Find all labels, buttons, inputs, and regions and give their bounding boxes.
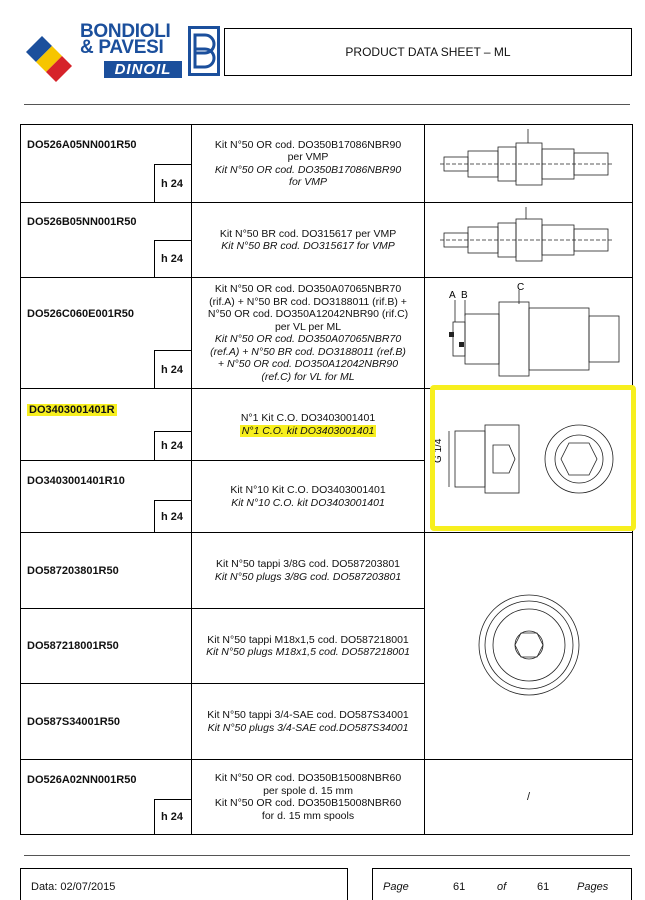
- kit-description: Kit N°50 OR cod. DO350B15008NBR60 per spole d. 15 mm Kit N°50 OR cod. DO350B15008NBR60 for d. 15 mm spools: [192, 760, 425, 835]
- hardness-label: h 24: [155, 501, 192, 533]
- kit-description: Kit N°50 tappi 3/8G cod. DO587203801 Kit N°50 plugs 3/8G cod. DO587203801: [192, 533, 425, 609]
- valve-drawing: [425, 203, 633, 278]
- of-label: of: [497, 881, 507, 893]
- document-title: PRODUCT DATA SHEET – ML: [345, 45, 511, 59]
- product-code: DO3403001401R: [21, 389, 192, 432]
- product-code: DO526A05NN001R50: [21, 125, 192, 165]
- product-table: [20, 124, 633, 835]
- kit-description: N°1 Kit C.O. DO3403001401 N°1 C.O. kit DO3403001401: [192, 389, 425, 461]
- page-total: 61: [537, 881, 550, 893]
- kit-description: Kit N°10 Kit C.O. DO3403001401 Kit N°10 C.O. kit DO3403001401: [192, 461, 425, 533]
- svg-text:G 1/4: G 1/4: [432, 438, 444, 463]
- pages-label: Pages: [577, 881, 609, 893]
- footer-date-box: [20, 868, 348, 900]
- hardness-label: h 24: [155, 351, 192, 389]
- product-code: DO526B05NN001R50: [21, 203, 192, 241]
- kit-description: Kit N°50 OR cod. DO350A07065NBR70 (rif.A) + N°50 BR cod. DO3188011 (rif.B) + N°50 OR cod. DO350A12042NBR90 (rif.C) per VL per ML Kit N°50 OR cod. DO350A07065NBR70 (ref.A) + N°50 BR cod. DO3188011 (ref.B) + N°50 OR cod. DO350A12042NBR90 (ref.C) for VL for ML: [192, 278, 425, 389]
- image-placeholder: /: [425, 760, 633, 835]
- hardness-label: h 24: [155, 432, 192, 461]
- cartridge-valve-drawing-icon: [434, 207, 624, 271]
- kit-description: Kit N°50 tappi 3/4-SAE cod. DO587S34001 Kit N°50 plugs 3/4-SAE cod.DO587S34001: [192, 684, 425, 760]
- valve-section-drawing-icon: [429, 282, 629, 382]
- document-title-box: [224, 28, 632, 76]
- plug-drawing: [425, 389, 633, 533]
- valve-drawing: [425, 278, 633, 389]
- hardness-label: h 24: [155, 800, 192, 835]
- product-code: DO526C060E001R50: [21, 278, 192, 351]
- page-number: 61: [453, 881, 466, 893]
- product-code: DO3403001401R10: [21, 461, 192, 501]
- company-logo: [22, 21, 222, 80]
- header-divider: [24, 104, 630, 105]
- footer-divider: [24, 855, 630, 856]
- cartridge-valve-drawing-icon: [434, 127, 624, 197]
- page-label: Page: [383, 881, 409, 893]
- svg-text:B: B: [460, 289, 468, 301]
- logo-wordmark: BONDIOLI & PAVESI: [80, 21, 171, 58]
- footer-page-box: [372, 868, 632, 900]
- kit-description: Kit N°50 BR cod. DO315617 per VMP Kit N°50 BR cod. DO315617 for VMP: [192, 203, 425, 278]
- date-label: Data:: [31, 881, 58, 893]
- valve-drawing: [425, 125, 633, 203]
- product-code: DO587S34001R50: [21, 684, 192, 760]
- cap-drawing: [425, 533, 633, 760]
- date-value: 02/07/2015: [60, 881, 116, 893]
- kit-description: Kit N°50 tappi M18x1,5 cod. DO587218001 Kit N°50 plugs M18x1,5 cod. DO587218001: [192, 609, 425, 684]
- kit-description: Kit N°50 OR cod. DO350B17086NBR90 per VMP Kit N°50 OR cod. DO350B17086NBR90 for VMP: [192, 125, 425, 203]
- plug-drawing-icon: [429, 399, 629, 519]
- logo-bp-icon: [188, 26, 220, 76]
- hardness-label: h 24: [155, 241, 192, 278]
- product-code: DO587218001R50: [21, 609, 192, 684]
- svg-text:A: A: [448, 289, 456, 301]
- product-code: DO526A02NN001R50: [21, 760, 192, 800]
- hardness-label: h 24: [155, 165, 192, 203]
- logo-flag-icon: [22, 26, 82, 82]
- product-code: DO587203801R50: [21, 533, 192, 609]
- svg-text:C: C: [516, 281, 524, 293]
- cap-drawing-icon: [429, 575, 629, 715]
- logo-dinoil: DINOIL: [104, 61, 182, 78]
